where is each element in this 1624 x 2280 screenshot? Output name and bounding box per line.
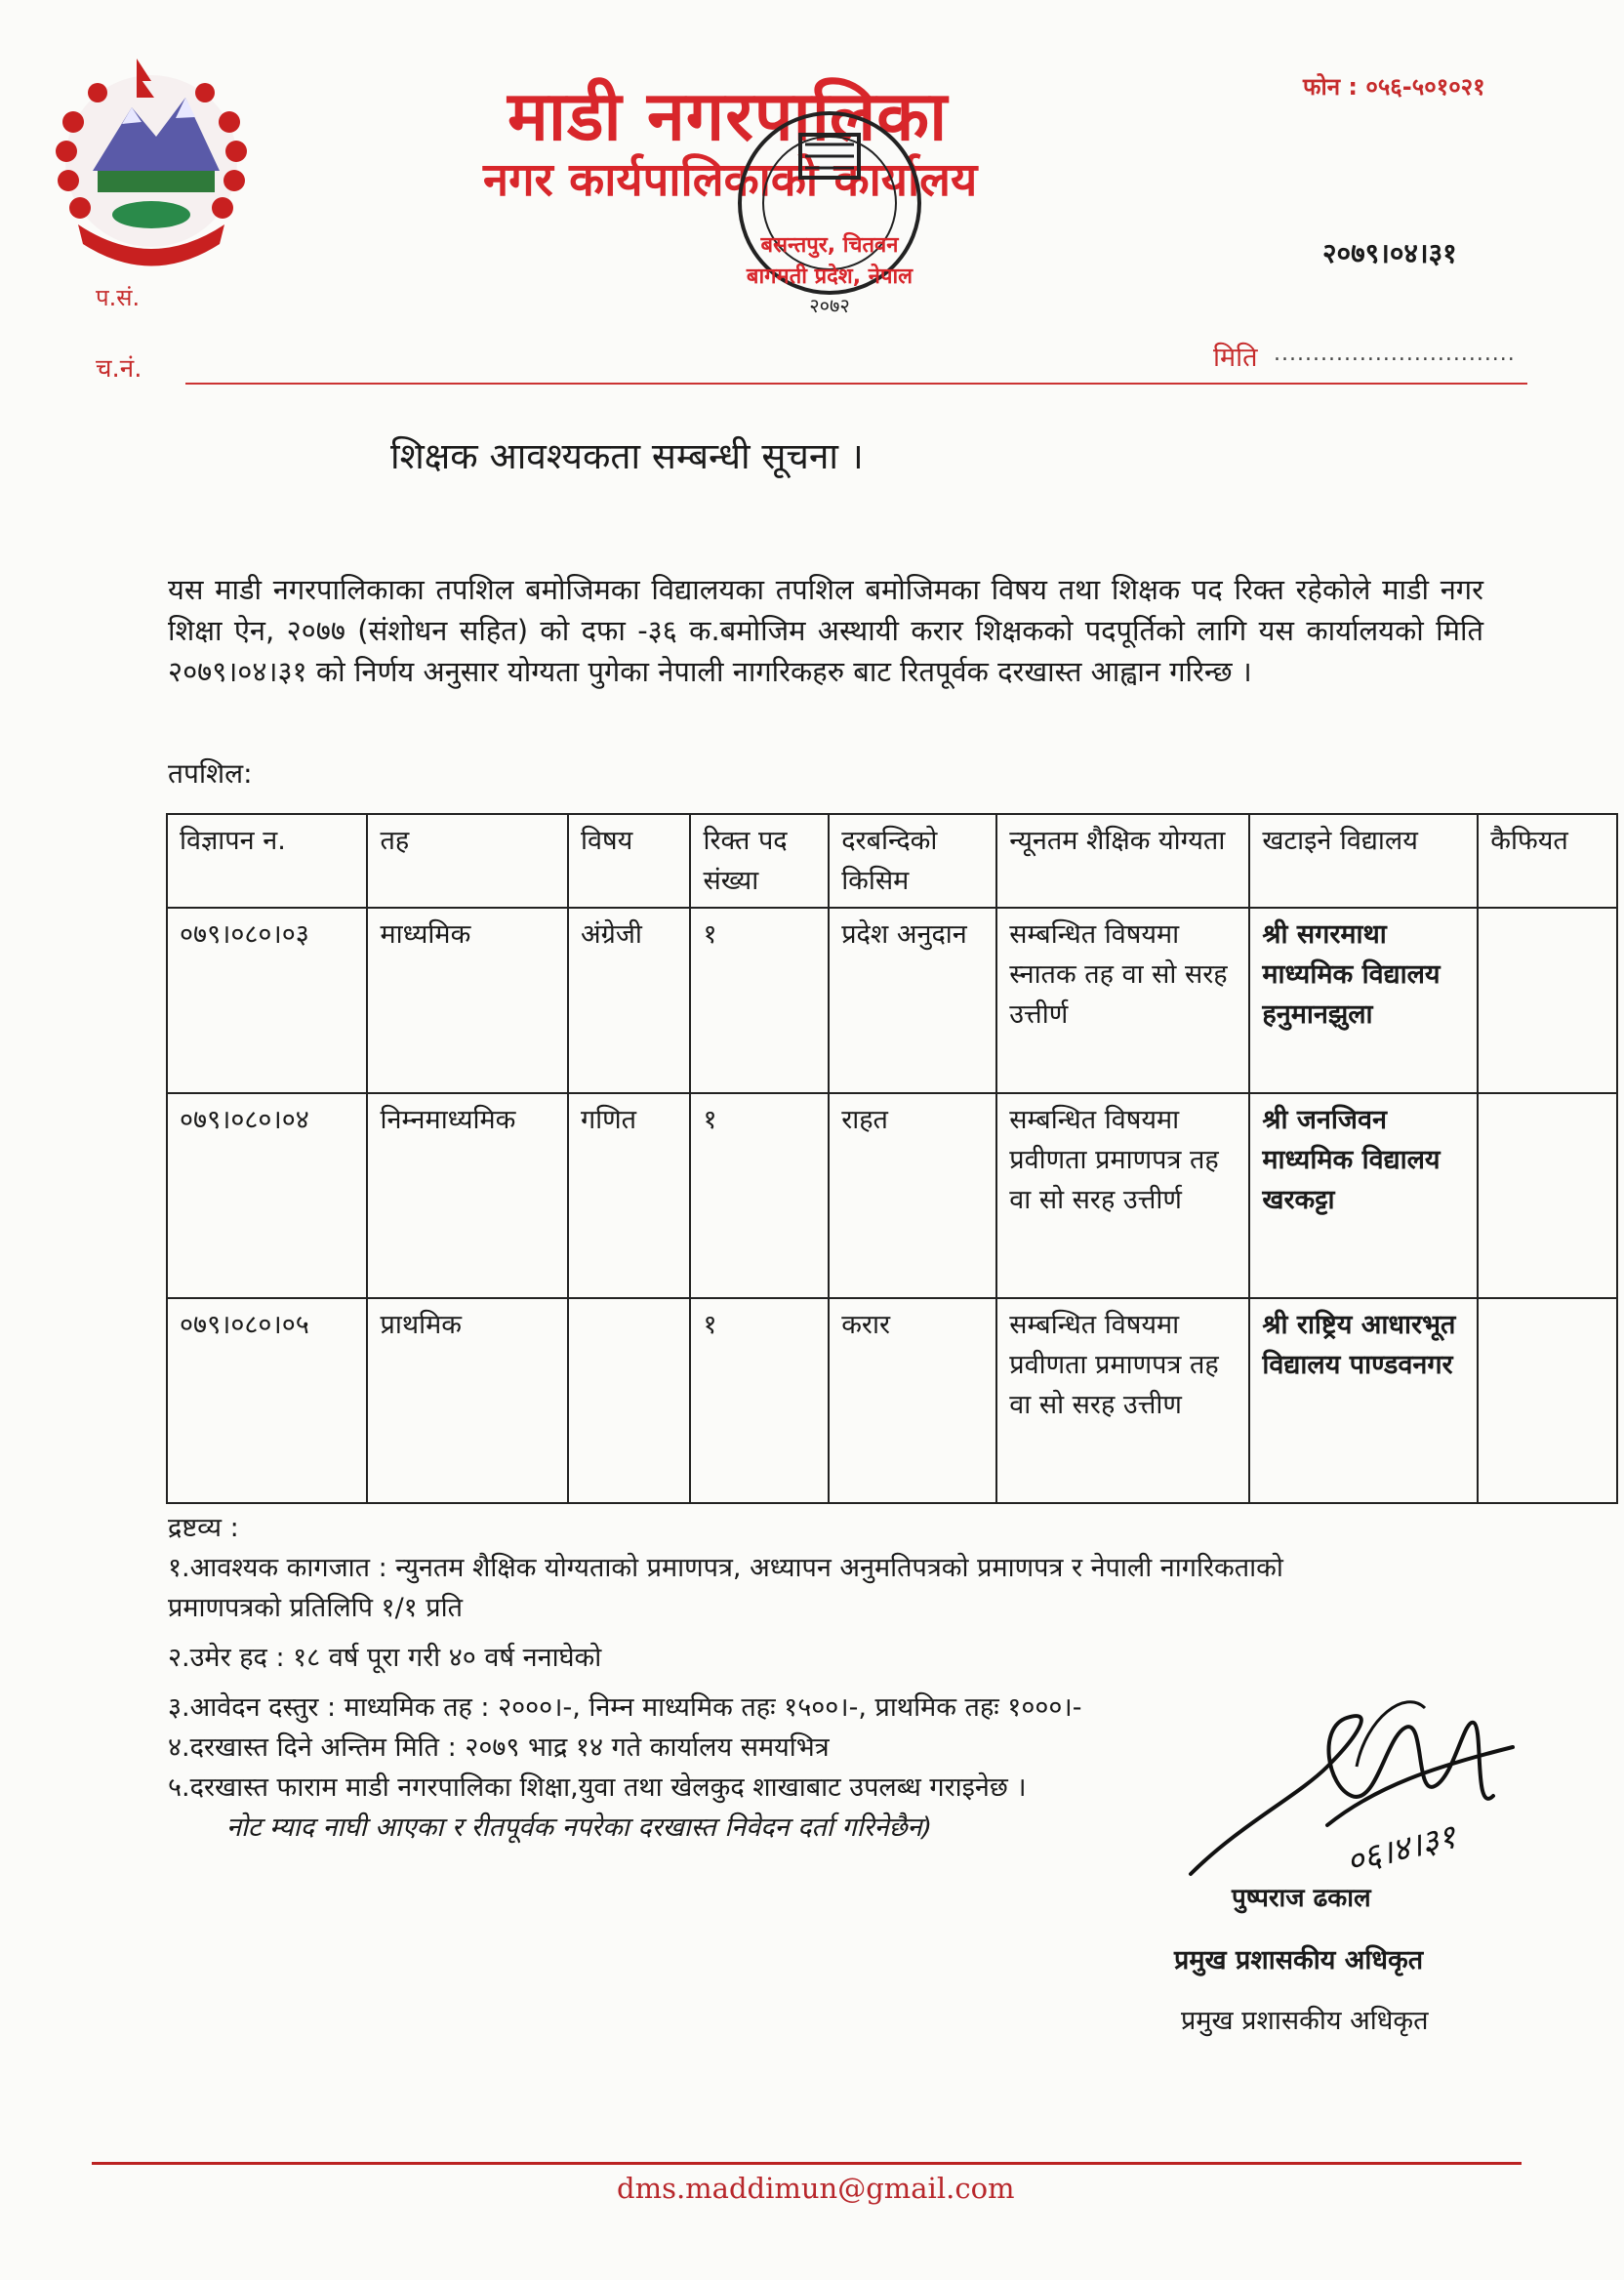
cell-school: श्री जनजिवन माध्यमिक विद्यालय खरकट्टा [1249,1093,1478,1298]
cell-post-type: करार [829,1298,996,1503]
letter-date: २०७९।०४।३१ [1322,237,1457,269]
note-item-4: ४.दरखास्त दिने अन्तिम मिति : २०७९ भाद्र १४ गते कार्यालय समयभित्र [168,1732,830,1763]
cell-vacancy: १ [690,1298,829,1503]
col-header-level: तह [367,814,567,908]
signature-date: ०६।४।३१ [1342,1816,1460,1883]
stamp-line-2: बागमती प्रदेश, नेपाल [746,265,914,289]
signer-name: पुष्पराज ढकाल [1232,1884,1371,1913]
stamp-line-1: बसन्तपुर, चितवन [760,233,899,258]
col-header-qualification: न्यूनतम शैक्षिक योग्यता [996,814,1249,908]
miti-label: मिति [1213,343,1258,373]
footer-divider [92,2162,1522,2165]
phone-number: फोन : ०५६-५०१०२१ [1303,73,1485,101]
col-header-school: खटाइने विद्यालय [1249,814,1478,908]
note-item-2: २.उमेर हद : १८ वर्ष पूरा गरी ४० वर्ष ननाघेको [168,1643,602,1673]
note-item-1: १.आवश्यक कागजात : न्युनतम शैक्षिक योग्यताको प्रमाणपत्र, अध्यापन अनुमतिपत्रको प्रमाणपत्र र नेपाली नागरिकताको [168,1553,1283,1583]
table-header-row [167,814,1617,908]
cell-vacancy: १ [690,908,829,1093]
cell-level: माध्यमिक [367,908,567,1093]
note-item-1-cont: प्रमाणपत्रको प्रतिलिपि १/१ प्रति [168,1593,464,1623]
intro-paragraph: यस माडी नगरपालिकाका तपशिल बमोजिमका विद्यालयका तपशिल बमोजिमका विषय तथा शिक्षक पद रिक्त रहेकोले माडी नगर शिक्षा ऐन, २०७७ (संशोधन सहित) को दफा -३६ क.बमोजिम अस्थायी करार शिक्षकको पदपूर्तिको लागि यस कार्यालयको मिति २०७९।०४।३१ को निर्णय अनुसार योग्यता पुगेका नेपाली नागरिकहरु बाट रितपूर्वक दरखास्त आह्वान गरिन्छ । [168,573,1483,688]
cell-ad-no: ०७९।०८०।०५ [167,1298,367,1503]
cell-qualification: सम्बन्धित विषयमा स्नातक तह वा सो सरह उत्तीर्ण [996,908,1249,1093]
ps-label: प.सं. [96,284,141,311]
cell-subject: अंग्रेजी [568,908,691,1093]
cell-ad-no: ०७९।०८०।०३ [167,908,367,1093]
cell-post-type: प्रदेश अनुदान [829,908,996,1093]
municipality-emblem-icon [39,54,264,282]
cell-level: प्राथमिक [367,1298,567,1503]
notes-heading: द्रष्टव्य : [168,1513,239,1543]
cell-ad-no: ०७९।०८०।०४ [167,1093,367,1298]
office-subtitle: नगर कार्यपालिकाको कार्यालय [483,153,978,207]
col-header-remarks: कैफियत [1478,814,1617,908]
col-header-post-type: दरबन्दिको किसिम [829,814,996,908]
table-row [167,1298,1617,1503]
office-seal-stamp [683,105,976,363]
cell-remarks [1478,908,1617,1093]
miti-dotted-line: ............................... [1274,342,1516,366]
cn-label: च.नं. [96,354,142,384]
cell-subject [568,1298,691,1503]
col-header-subject: विषय [568,814,691,908]
notice-title: शिक्षक आवश्यकता सम्बन्धी सूचना । [390,435,864,477]
cell-vacancy: १ [690,1093,829,1298]
office-name: माडी नगरपालिका [508,76,949,156]
tapasil-label: तपशिल: [168,757,253,790]
cell-school: श्री राष्ट्रिय आधारभूत विद्यालय पाण्डवनगर [1249,1298,1478,1503]
signer-title: प्रमुख प्रशासकीय अधिकृत [1174,1945,1424,1975]
cell-remarks [1478,1298,1617,1503]
table-row [167,1093,1617,1298]
cell-qualification: सम्बन्धित विषयमा प्रवीणता प्रमाणपत्र तह वा सो सरह उत्तीण [996,1298,1249,1503]
cell-post-type: राहत [829,1093,996,1298]
table-row [167,908,1617,1093]
note-item-3: ३.आवेदन दस्तुर : माध्यमिक तह : २०००।-, निम्न माध्यमिक तहः १५००।-, प्राथमिक तहः १०००।- [168,1692,1082,1723]
cell-remarks [1478,1093,1617,1298]
header-divider [185,383,1527,385]
cell-level: निम्नमाध्यमिक [367,1093,567,1298]
note-item-5: ५.दरखास्त फाराम माडी नगरपालिका शिक्षा,युवा तथा खेलकुद शाखाबाट उपलब्ध गराइनेछ । [168,1772,1027,1803]
signer-title-stamp: प्रमुख प्रशासकीय अधिकृत [1181,2006,1429,2036]
stamp-line-3: २०७२ [809,294,850,317]
note-nb: नोट म्याद नाघी आएका र रीतपूर्वक नपरेका दरखास्त निवेदन दर्ता गरिनेछैन) [226,1812,933,1843]
vacancy-table [166,813,1618,1504]
cell-subject: गणित [568,1093,691,1298]
footer-email: dms.maddimun@gmail.com [617,2172,1015,2205]
cell-school: श्री सगरमाथा माध्यमिक विद्यालय हनुमानझुला [1249,908,1478,1093]
col-header-vacancy: रिक्त पद संख्या [690,814,829,908]
col-header-ad-no: विज्ञापन न. [167,814,367,908]
cell-qualification: सम्बन्धित विषयमा प्रवीणता प्रमाणपत्र तह वा सो सरह उत्तीर्ण [996,1093,1249,1298]
